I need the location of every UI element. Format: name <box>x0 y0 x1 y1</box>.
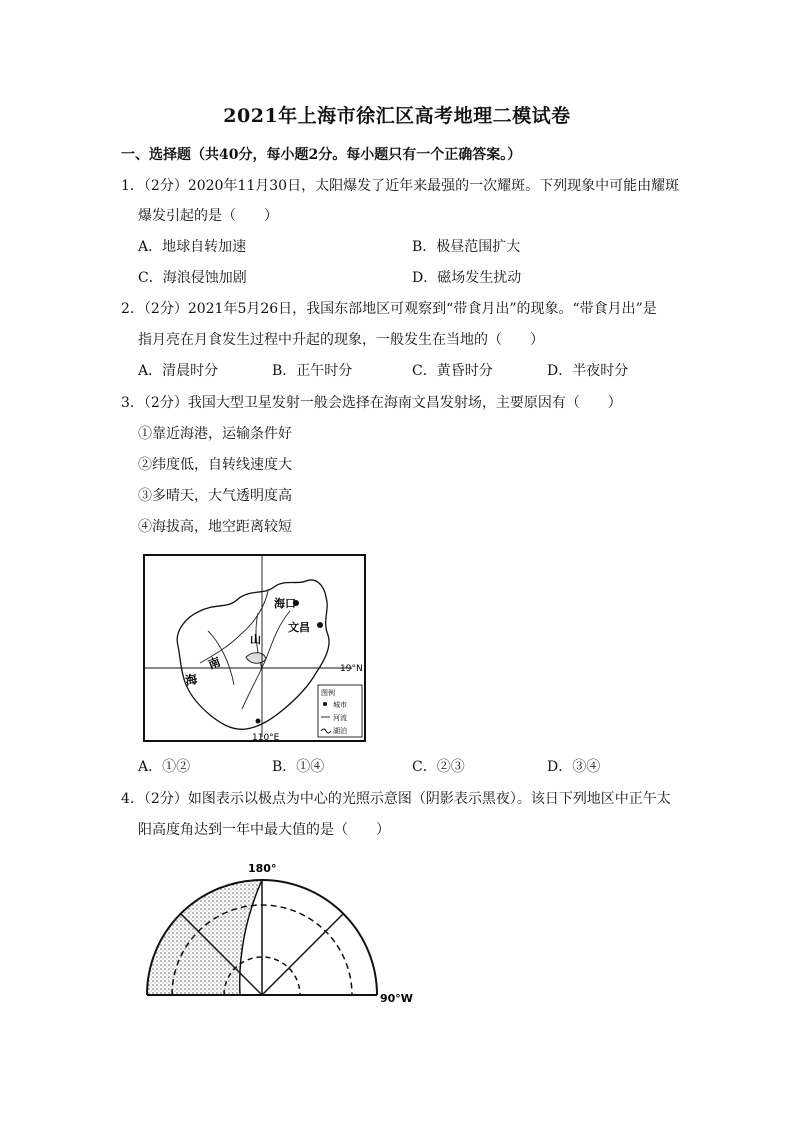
label-90w: 90°W <box>380 992 413 1004</box>
question-1-option-b[interactable]: B．极昼范围扩大 <box>412 239 521 255</box>
label-180: 180° <box>248 862 277 875</box>
haikou-label: 海口 <box>274 597 296 610</box>
question-3-statement-4: ④海拔高，地空距离较短 <box>138 519 292 535</box>
page-title: 2021年上海市徐汇区高考地理二模试卷 <box>223 105 571 127</box>
question-2-stem-line1: 2．（2分）2021年5月26日，我国东部地区可观察到“带食月出”的现象。“带食月出”是 <box>121 301 657 317</box>
question-3-option-b[interactable]: B．①④ <box>272 759 325 775</box>
question-2-option-d[interactable]: D．半夜时分 <box>547 363 629 379</box>
question-2-option-a[interactable]: A．清晨时分 <box>138 363 219 379</box>
map-label-nan: 南 <box>206 654 223 672</box>
question-4-stem-line1: 4．（2分）如图表示以极点为中心的光照示意图（阴影表示黑夜）。该日下列地区中正午太 <box>121 791 671 807</box>
legend-title: 图例 <box>321 689 335 697</box>
wenchang-label: 文昌 <box>288 621 310 634</box>
section-heading: 一、选择题（共40分，每小题2分。每小题只有一个正确答案。） <box>121 147 522 163</box>
question-1-option-a[interactable]: A．地球自转加速 <box>138 239 247 255</box>
meridian-right <box>262 914 343 995</box>
question-3-statement-3: ③多晴天，大气透明度高 <box>138 488 292 504</box>
legend-city: 城市 <box>333 701 347 709</box>
question-3-statement-1: ①靠近海港，运输条件好 <box>138 426 292 442</box>
question-3-option-c[interactable]: C．②③ <box>412 759 465 775</box>
southern-city-dot <box>256 719 261 724</box>
question-3-stem: 3．（2分）我国大型卫星发射一般会选择在海南文昌发射场，主要原因有（ ） <box>121 395 622 411</box>
question-1-stem-line1: 1．（2分）2020年11月30日，太阳爆发了近年来最强的一次耀斑。下列现象中可能由耀斑 <box>121 178 680 194</box>
map-label-hai: 海 <box>184 672 199 688</box>
hainan-map <box>138 551 370 745</box>
wenchang-city-dot <box>317 622 323 628</box>
question-3-option-d[interactable]: D．③④ <box>547 759 601 775</box>
legend-lake: 湖泊 <box>333 727 347 735</box>
question-4-stem-line2: 阳高度角达到一年中最大值的是（ ） <box>138 822 390 838</box>
polar-illumination-diagram <box>140 856 420 1004</box>
question-3-statement-2: ②纬度低，自转线速度大 <box>138 457 292 473</box>
latitude-label: 19°N <box>340 664 363 674</box>
longitude-label: 110°E <box>252 733 280 743</box>
question-2-option-b[interactable]: B．正午时分 <box>272 363 353 379</box>
question-3-option-a[interactable]: A．①② <box>138 759 191 775</box>
question-1-option-c[interactable]: C．海浪侵蚀加剧 <box>138 270 247 286</box>
map-label-shan: 山 <box>250 633 261 646</box>
question-1-option-d[interactable]: D．磁场发生扰动 <box>412 270 522 286</box>
question-1-stem-line2: 爆发引起的是（ ） <box>138 208 278 224</box>
map-legend <box>318 685 362 737</box>
legend-river: 河流 <box>333 714 347 722</box>
question-2-option-c[interactable]: C．黄昏时分 <box>412 363 493 379</box>
question-2-stem-line2: 指月亮在月食发生过程中升起的现象，一般发生在当地的（ ） <box>138 332 544 348</box>
